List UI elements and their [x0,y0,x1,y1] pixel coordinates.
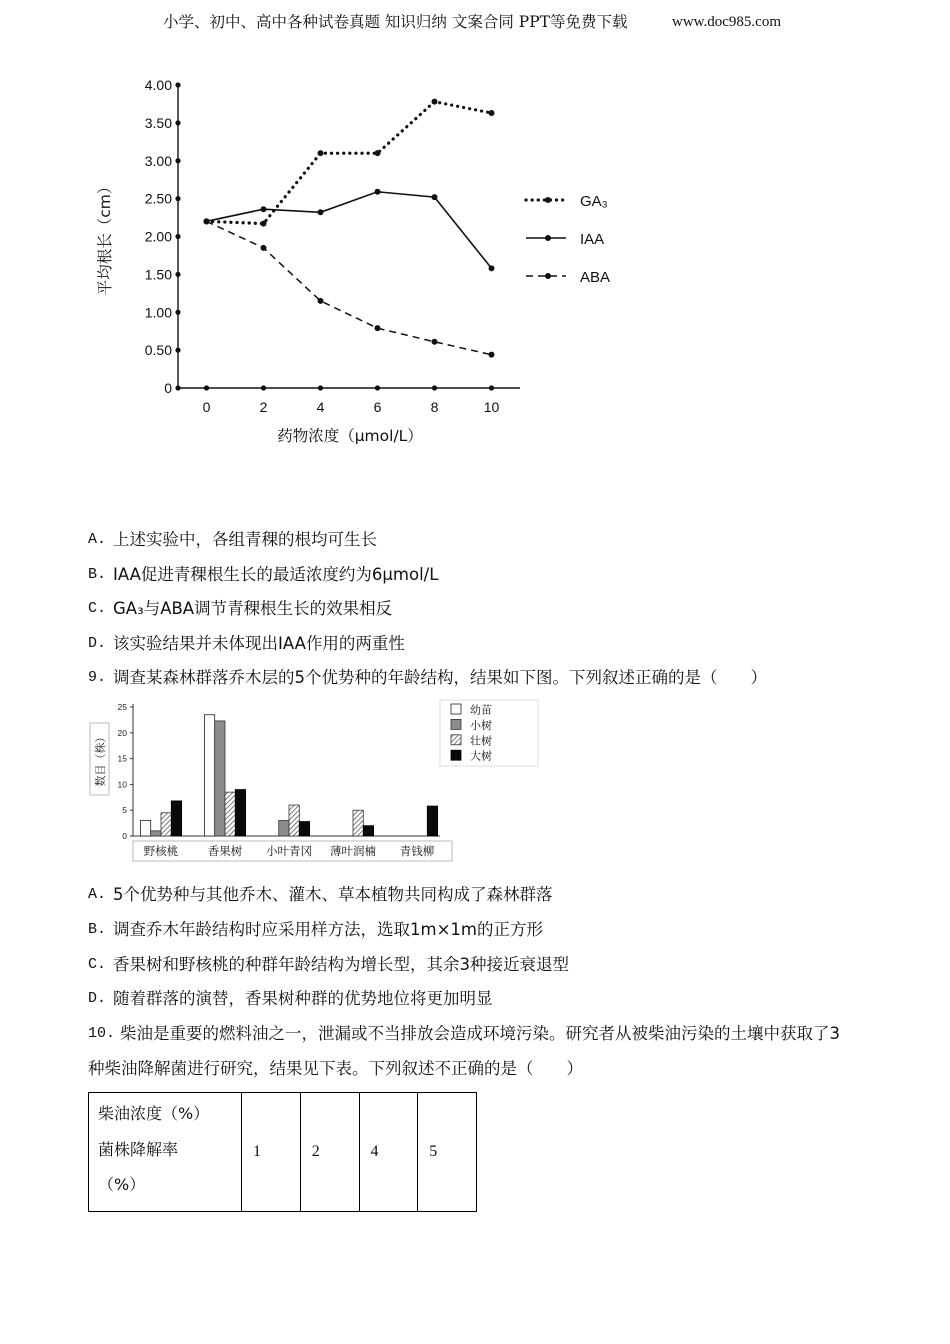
table-header-line: （%） [98,1175,146,1194]
y-tick-dot [175,348,180,353]
q10-stem-line-2 [88,1059,583,1079]
category-label: 薄叶润楠 [330,844,376,858]
legend-marker-ga [545,197,551,203]
x-tick-label: 10 [483,399,500,415]
legend-label-sapling: 小树 [470,718,492,732]
bar-large-tree [235,790,245,836]
data-point-iaa [261,206,267,212]
option-label: B. [88,566,107,583]
category-label: 野核桃 [143,844,179,858]
bar-large-tree [171,801,181,836]
option-text: 香果树和野核桃的种群年龄结构为增长型，其余3种接近衰退型 [113,955,569,974]
bar-large-tree [427,806,437,836]
option-text: 该实验结果并未体现出IAA作用的两重性 [113,634,405,653]
option-text: IAA促进青稞根生长的最适浓度约为6μmol/L [113,565,439,584]
option-label: D. [88,635,107,652]
data-point-ga [432,99,438,105]
x-tick-dot [375,385,380,390]
y-axis-title: 数目（株） [94,731,107,787]
y-tick-dot [175,82,180,87]
bar-pole-tree [353,810,363,836]
legend-label-ga: GA₃ [580,193,608,210]
option-text: 上述实验中，各组青稞的根均可生长 [113,530,377,549]
y-tick-label: 3.50 [144,114,172,131]
concentration-cell: 4 [359,1093,418,1212]
category-label: 香果树 [207,844,243,858]
header-url: www.doc985.com [672,14,782,30]
legend-swatch-sapling [451,719,461,729]
y-tick-dot [175,385,180,390]
series-line-aba [207,221,492,354]
y-tick-label: 0.50 [144,342,172,359]
legend-label-iaa: IAA [580,231,605,248]
q8-option-c [88,599,392,619]
option-text: GA₃与ABA调节青稞根生长的效果相反 [113,599,393,618]
q9-option-d [88,989,493,1009]
bar-pole-tree [161,813,171,836]
legend-swatch-seedling [451,704,461,714]
option-text: 5个优势种与其他乔木、灌木、草本植物共同构成了森林群落 [113,885,553,904]
y-tick-dot [175,158,180,163]
option-text: 随着群落的演替，香果树种群的优势地位将更加明显 [113,989,493,1008]
data-point-ga [318,150,324,156]
y-tick-label: 25 [117,702,127,712]
option-label: A. [88,531,107,548]
q9-option-b [88,920,543,940]
y-tick-label: 4.00 [144,77,172,93]
bar-pole-tree [289,805,299,836]
series-line-iaa [207,192,492,268]
y-tick-dot [175,272,180,277]
bar-seedling [204,715,214,836]
y-tick-dot [175,234,180,239]
line-chart-layer [96,77,610,445]
data-point-ga [261,221,267,227]
bar-large-tree [363,826,373,836]
data-point-iaa [318,209,324,215]
x-tick-label: 8 [430,399,439,415]
q8-option-b [88,565,438,585]
option-text: 调查乔木年龄结构时应采用样方法，选取1m×1m的正方形 [113,920,543,939]
x-tick-dot [318,385,323,390]
root-length-line-chart [0,0,950,460]
y-tick-label: 2.00 [144,228,172,245]
data-point-aba [261,245,267,251]
data-point-iaa [432,194,438,200]
option-label: A. [88,886,107,903]
x-tick-dot [204,385,209,390]
x-tick-label: 0 [202,399,211,415]
y-tick-dot [175,120,180,125]
y-tick-label: 10 [117,779,127,790]
x-tick-dot [261,385,266,390]
y-tick-dot [175,310,180,315]
bar-sapling [279,821,289,836]
y-tick-label: 3.00 [144,152,172,169]
age-structure-bar-chart [0,690,950,870]
table-header-line: 柴油浓度（%） [98,1104,210,1123]
y-tick-label: 1.50 [144,266,172,283]
q8-option-a [88,530,377,550]
q9-stem [88,668,767,688]
option-label: D. [88,990,107,1007]
legend-marker-iaa [545,235,551,241]
x-tick-label: 2 [259,399,268,415]
y-tick-label: 0 [164,380,172,396]
y-tick-dot [175,196,180,201]
bar-sapling [151,831,161,836]
legend-swatch-large-tree [451,750,461,760]
q8-option-d [88,634,405,654]
y-tick-label: 1.00 [144,304,172,321]
y-tick-label: 15 [117,753,127,764]
x-tick-dot [489,385,494,390]
legend-label-pole-tree: 壮树 [470,734,492,748]
q10-stem-line-1 [88,1024,840,1044]
question-number: 10. [88,1025,116,1042]
degradation-table [88,1092,477,1212]
bar-sapling [215,721,225,836]
q9-option-a [88,885,553,905]
concentration-cell: 2 [300,1093,359,1212]
x-tick-label: 4 [316,399,325,415]
table-header-line: 菌株降解率 [98,1139,179,1159]
concentration-cell: 1 [242,1093,301,1212]
table-row [89,1093,477,1212]
data-point-aba [204,218,210,224]
bar-seedling [140,821,150,836]
legend-label-seedling: 幼苗 [470,703,492,717]
category-label: 青钱柳 [399,844,435,858]
category-label: 小叶青冈 [266,844,312,858]
option-label: C. [88,956,107,973]
series-line-ga [207,102,492,224]
question-text: 柴油是重要的燃料油之一，泄漏或不当排放会造成环境污染。研究者从被柴油污染的土壤中获取了3 [120,1024,840,1043]
table-header-cell [89,1093,242,1212]
q9-option-c [88,955,569,975]
concentration-cell: 5 [418,1093,477,1212]
data-point-ga [489,110,495,116]
option-label: C. [88,600,107,617]
option-label: B. [88,921,107,938]
question-text: 种柴油降解菌进行研究，结果见下表。下列叙述不正确的是（ ） [88,1059,583,1078]
y-tick-label: 20 [117,727,127,738]
x-tick-label: 6 [373,399,382,415]
legend-swatch-pole-tree [451,735,461,745]
legend-marker-aba [545,273,551,279]
data-point-aba [375,325,381,331]
y-tick-label: 0 [122,831,127,841]
legend-label-large-tree: 大树 [470,749,492,763]
data-point-ga [375,150,381,156]
y-axis-title: 平均根长（cm） [96,178,114,296]
data-point-aba [489,352,495,358]
y-tick-label: 2.50 [144,190,172,207]
bar-pole-tree [225,792,235,836]
data-point-iaa [375,189,381,195]
x-tick-dot [432,385,437,390]
bar-large-tree [299,822,309,836]
header-title: 小学、初中、高中各种试卷真题 知识归纳 文案合同 PPT等免费下载 [163,13,628,31]
question-text: 调查某森林群落乔木层的5个优势种的年龄结构，结果如下图。下列叙述正确的是（ ） [113,668,767,687]
y-tick-label: 5 [122,805,127,816]
data-point-aba [432,339,438,345]
x-axis-title: 药物浓度（μmol/L） [277,427,423,445]
data-point-iaa [489,265,495,271]
bar-chart-layer [90,700,538,861]
legend-label-aba: ABA [580,269,611,286]
data-point-aba [318,298,324,304]
question-number: 9. [88,669,107,686]
